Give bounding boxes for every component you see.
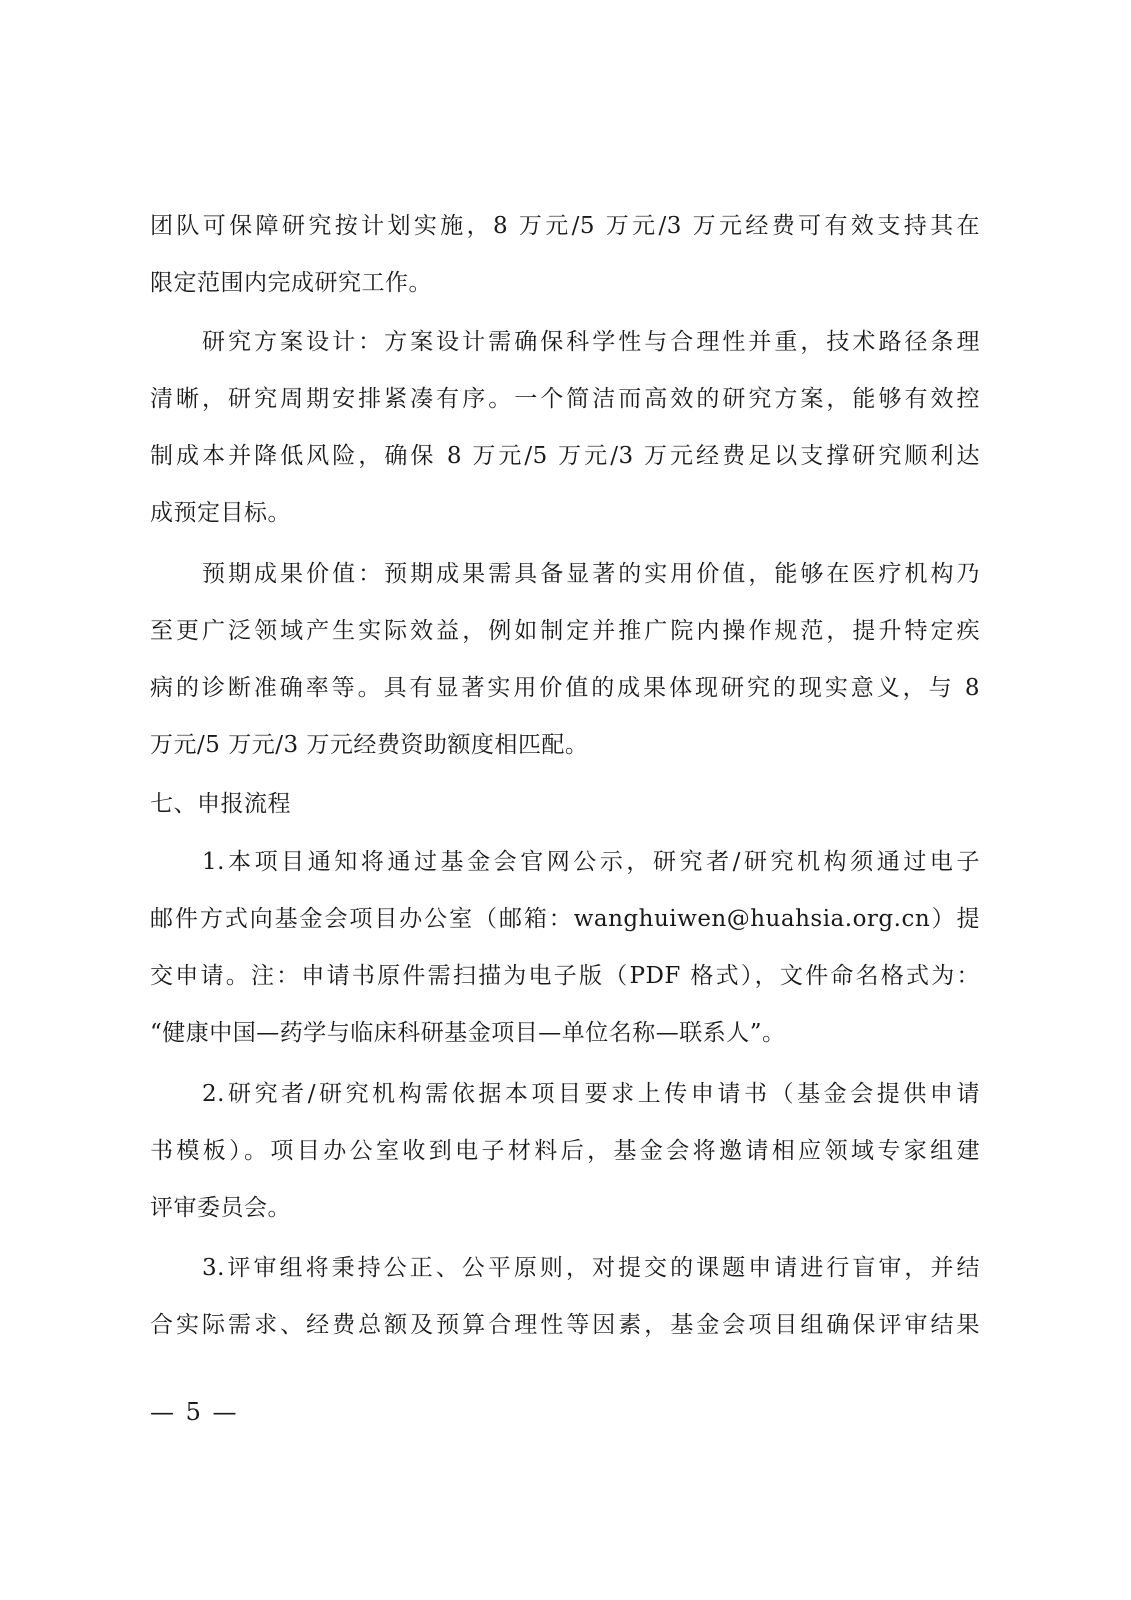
text-line: 交申请。注：申请书原件需扫描为电子版（PDF 格式），文件命名格式为： (150, 963, 980, 989)
paragraph-research-design (150, 314, 980, 542)
text-line: 成预定目标。 (150, 500, 291, 526)
text-line: “健康中国—药学与临床科研基金项目—单位名称—联系人”。 (150, 1020, 786, 1046)
paragraph-step-3 (150, 1240, 980, 1354)
section-heading: 七、申报流程 (150, 791, 291, 817)
text-line: 3.评审组将秉持公正、公平原则，对提交的课题申请进行盲审，并结 (202, 1255, 980, 1281)
text-line: 2.研究者/研究机构需依据本项目要求上传申请书（基金会提供申请 (202, 1081, 980, 1107)
page-number: — 5 — (150, 1398, 239, 1426)
paragraph-step-1 (150, 834, 980, 1062)
paragraph-step-2 (150, 1066, 980, 1237)
text-line: 限定范围内完成研究工作。 (150, 270, 432, 296)
text-line: 书模板）。项目办公室收到电子材料后，基金会将邀请相应领域专家组建 (150, 1138, 980, 1164)
text-line: 制成本并降低风险，确保 8 万元/5 万元/3 万元经费足以支撑研究顺利达 (150, 443, 980, 469)
text-line: 预期成果价值：预期成果需具备显著的实用价值，能够在医疗机构乃 (202, 561, 980, 587)
text-line: 合实际需求、经费总额及预算合理性等因素，基金会项目组确保评审结果 (150, 1312, 980, 1338)
text-line-email: 邮件方式向基金会项目办公室（邮箱：wanghuiwen@huahsia.org.cn）提 (150, 906, 980, 932)
text-line: 评审委员会。 (150, 1195, 291, 1221)
paragraph-expected-results (150, 546, 980, 774)
text-line: 团队可保障研究按计划实施，8 万元/5 万元/3 万元经费可有效支持其在 (150, 213, 980, 239)
text-line: 万元/5 万元/3 万元经费资助额度相匹配。 (150, 732, 589, 758)
text-line: 病的诊断准确率等。具有显著实用价值的成果体现研究的现实意义，与 8 (150, 675, 980, 701)
section-heading-application-process (150, 776, 980, 833)
text-line: 1.本项目通知将通过基金会官网公示，研究者/研究机构须通过电子 (202, 849, 980, 875)
text-line: 清晰，研究周期安排紧凑有序。一个简洁而高效的研究方案，能够有效控 (150, 386, 980, 412)
text-line: 至更广泛领域产生实际效益，例如制定并推广院内操作规范，提升特定疾 (150, 618, 980, 644)
paragraph-team-continuation (150, 198, 980, 312)
text-line: 研究方案设计：方案设计需确保科学性与合理性并重，技术路径条理 (202, 329, 980, 355)
